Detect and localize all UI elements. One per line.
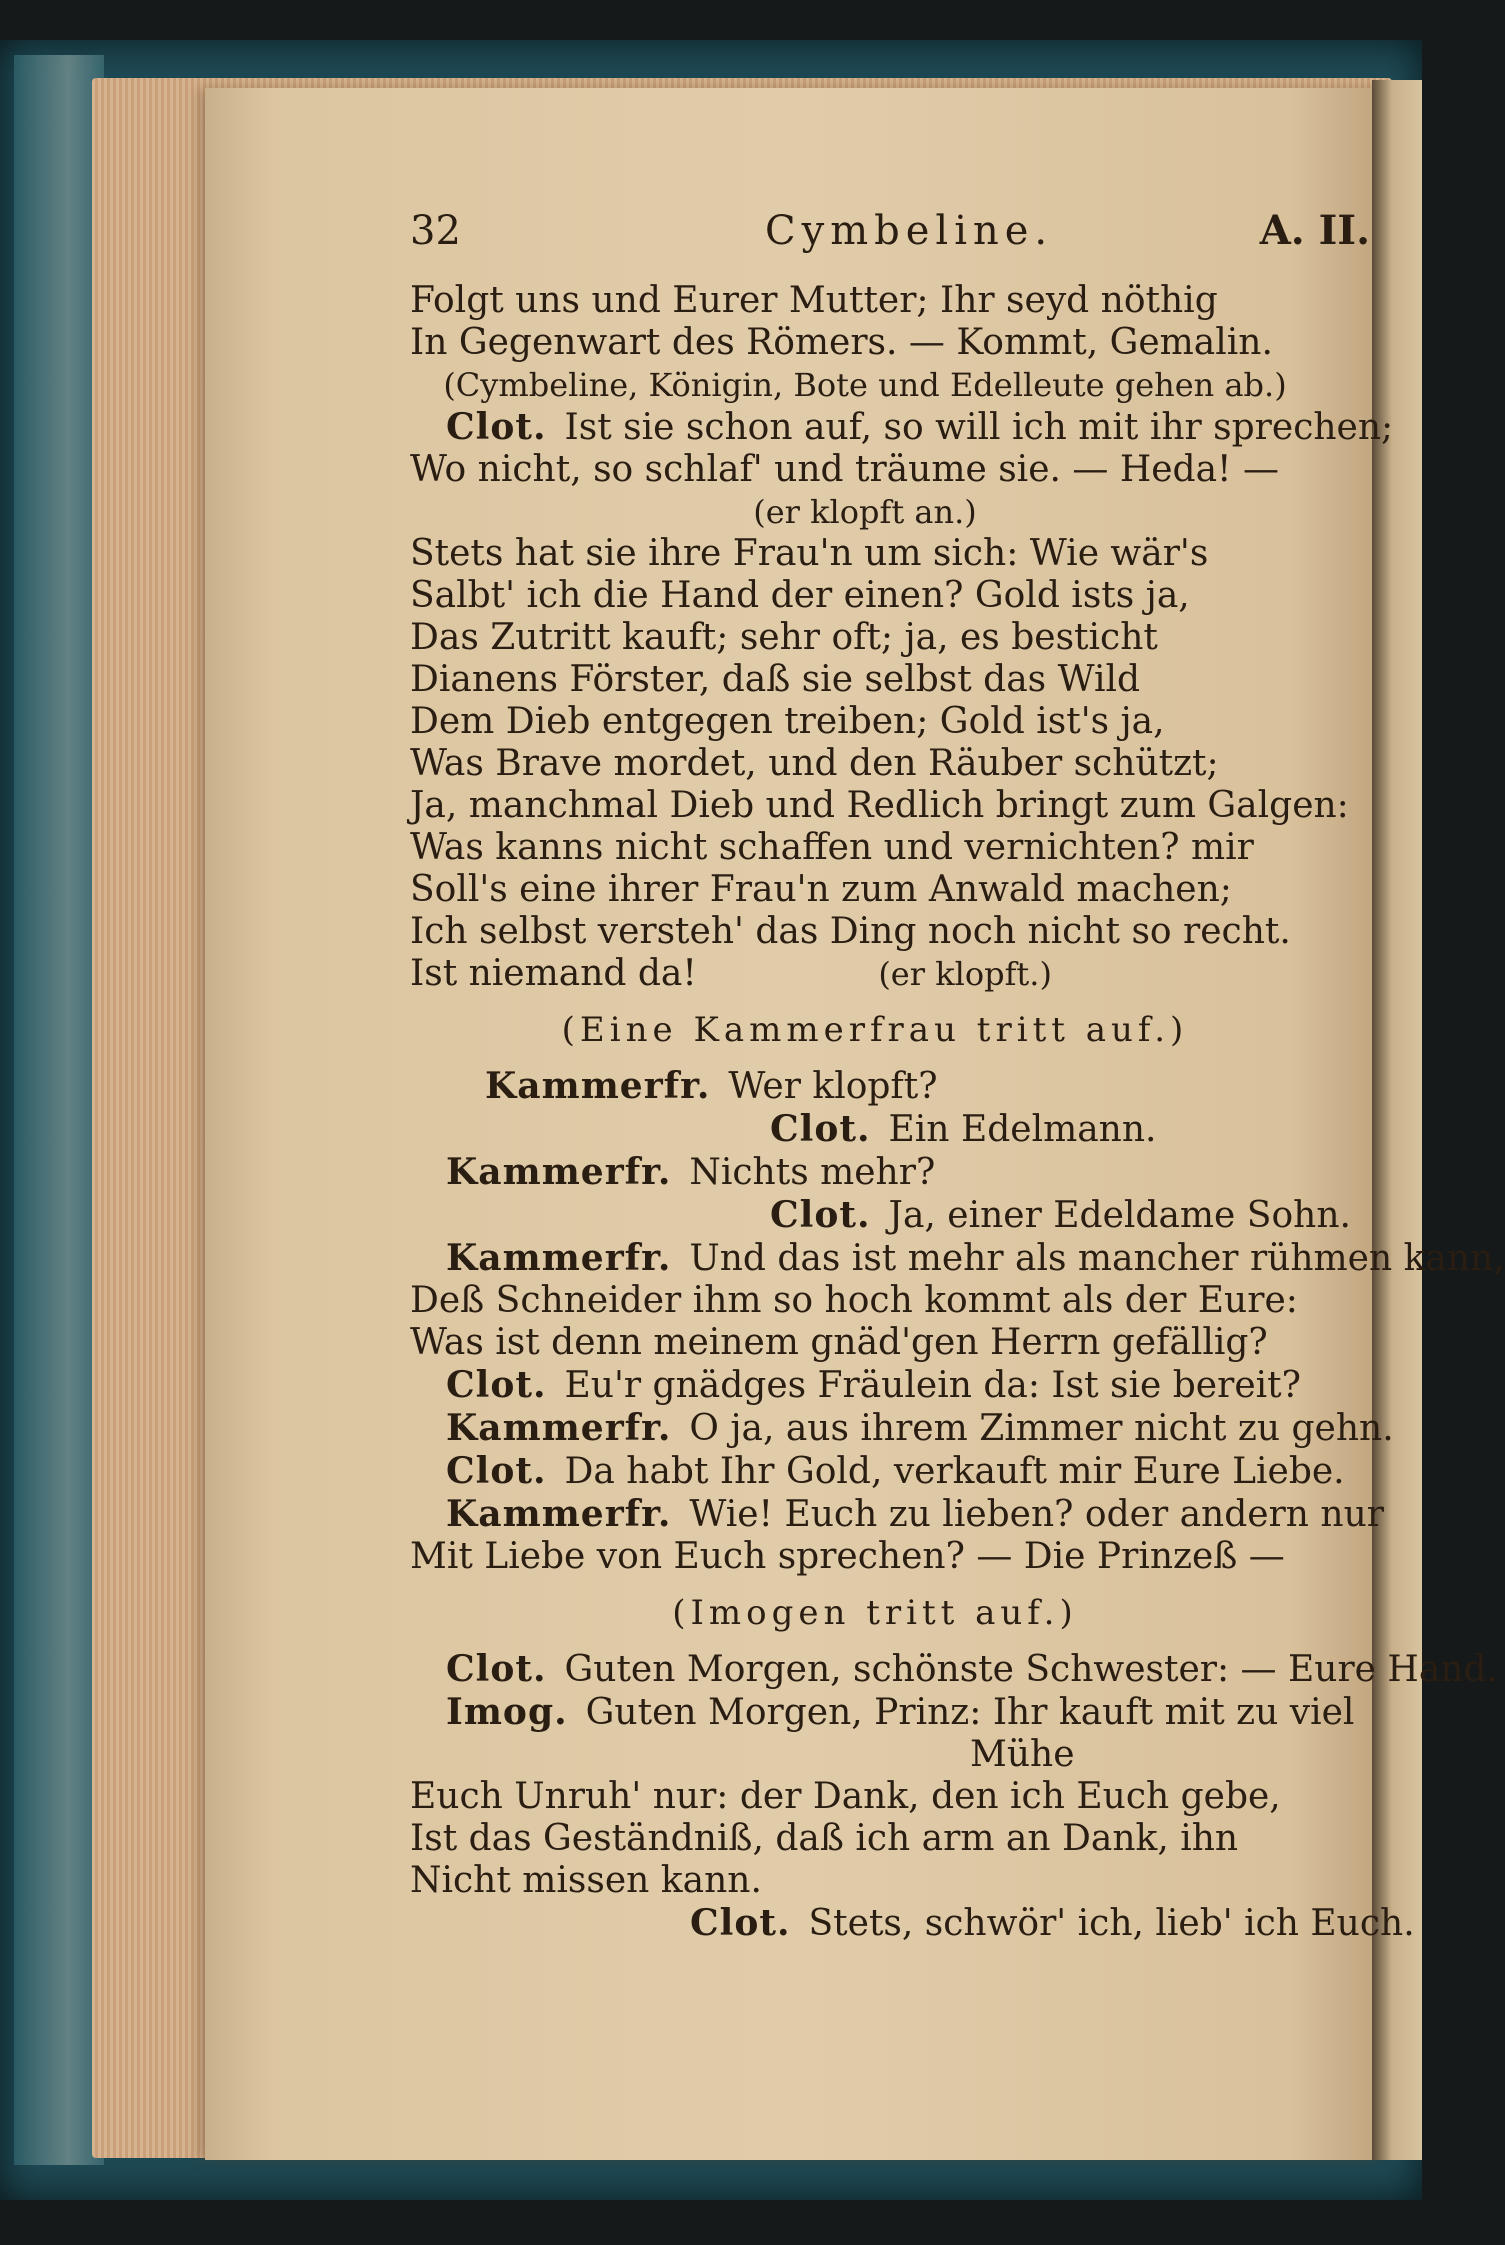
speech-text: Wie! Euch zu lieben? oder andern nur — [689, 1494, 1385, 1535]
speech-line — [410, 406, 1394, 449]
text-line: Salbt' ich die Hand der einen? Gold ists ja, — [410, 575, 1190, 616]
speaker-name: Clot. — [446, 1648, 547, 1690]
speaker-name: Clot. — [770, 1194, 871, 1236]
speech-text: Und das ist mehr als mancher rühmen kann, — [689, 1238, 1505, 1279]
speaker-name: Kammerfr. — [446, 1493, 672, 1535]
text-line: Wo nicht, so schlaf' und träume sie. — Heda! — — [410, 449, 1279, 490]
speech-line — [410, 1450, 1380, 1493]
speech-line — [410, 1493, 1385, 1536]
speech-text: Ja, einer Edeldame Sohn. — [888, 1195, 1351, 1236]
speech-text: Da habt Ihr Gold, verkauft mir Eure Liebe. — [564, 1451, 1345, 1492]
speaker-name: Clot. — [690, 1902, 791, 1944]
speaker-name: Imog. — [446, 1691, 568, 1733]
text-line: Deß Schneider ihm so hoch kommt als der Eure: — [410, 1280, 1298, 1321]
speech-text: Ein Edelmann. — [888, 1109, 1157, 1150]
running-head — [410, 207, 1380, 270]
speech-line — [410, 1065, 1380, 1108]
text-line: Das Zutritt kauft; sehr oft; ja, es besticht — [410, 617, 1158, 658]
speaker-name: Kammerfr. — [446, 1407, 672, 1449]
text-line: Ja, manchmal Dieb und Redlich bringt zum Galgen: — [410, 785, 1349, 826]
page-number: 32 — [410, 208, 461, 254]
speech-line — [410, 1648, 1498, 1691]
speech-text: Ist sie schon auf, so will ich mit ihr sprechen; — [564, 407, 1394, 448]
text-line-continuation: Mühe — [970, 1734, 1075, 1775]
speech-line — [410, 1151, 1380, 1194]
speech-line — [410, 1364, 1380, 1407]
stage-direction: (Eine Kammerfrau tritt auf.) — [561, 1010, 1189, 1050]
speaker-name: Kammerfr. — [446, 1237, 672, 1279]
speaker-name: Kammerfr. — [485, 1065, 711, 1107]
speech-line — [410, 1194, 1380, 1237]
speech-text: Guten Morgen, Prinz: Ihr kauft mit zu viel — [585, 1692, 1355, 1733]
text-line: Folgt uns und Eurer Mutter; Ihr seyd nöthig — [410, 280, 1218, 321]
speech-text: Wer klopft? — [728, 1066, 938, 1107]
speaker-name: Clot. — [446, 406, 547, 448]
speech-text: Ist niemand da! — [410, 953, 697, 994]
text-line: Mit Liebe von Euch sprechen? — Die Prinzeß — — [410, 1536, 1285, 1577]
text-line: Euch Unruh' nur: der Dank, den ich Euch gebe, — [410, 1776, 1281, 1817]
stage-direction-inline: (er klopft.) — [878, 955, 1052, 993]
text-line: Was Brave mordet, und den Räuber schützt; — [410, 743, 1219, 784]
speech-line — [410, 1108, 1380, 1151]
speaker-name: Clot. — [770, 1108, 871, 1150]
speech-text: Guten Morgen, schönste Schwester: — Eure Hand. — [564, 1649, 1498, 1690]
text-line: In Gegenwart des Römers. — Kommt, Gemalin. — [410, 322, 1273, 363]
running-title: Cymbeline. — [765, 208, 1054, 254]
speech-line — [410, 1902, 1415, 1945]
speech-text: Nichts mehr? — [689, 1152, 936, 1193]
speaker-name: Clot. — [446, 1450, 547, 1492]
text-line: Ist das Geständniß, daß ich arm an Dank, ihn — [410, 1818, 1239, 1859]
speech-line — [410, 1407, 1394, 1450]
speaker-name: Kammerfr. — [446, 1151, 672, 1193]
cover-edge — [14, 55, 104, 2165]
text-line: Stets hat sie ihre Frau'n um sich: Wie wär's — [410, 533, 1209, 574]
text-line — [410, 953, 1380, 995]
speech-line — [410, 1237, 1505, 1280]
speaker-name: Clot. — [446, 1364, 547, 1406]
stage-direction: (Cymbeline, Königin, Bote und Edelleute gehen ab.) — [443, 366, 1287, 404]
stage-direction: (er klopft an.) — [753, 493, 977, 531]
text-line: Was kanns nicht schaffen und vernichten? mir — [410, 827, 1254, 868]
speech-text: Eu'r gnädges Fräulein da: Ist sie bereit? — [564, 1365, 1301, 1406]
text-line: Was ist denn meinem gnäd'gen Herrn gefällig? — [410, 1322, 1268, 1363]
text-line: Dem Dieb entgegen treiben; Gold ist's ja, — [410, 701, 1165, 742]
speech-text: Stets, schwör' ich, lieb' ich Euch. — [808, 1903, 1415, 1944]
text-line: Dianens Förster, daß sie selbst das Wild — [410, 659, 1141, 700]
speech-text: O ja, aus ihrem Zimmer nicht zu gehn. — [689, 1408, 1394, 1449]
stage-direction: (Imogen tritt auf.) — [672, 1593, 1078, 1633]
text-line: Ich selbst versteh' das Ding noch nicht so recht. — [410, 911, 1291, 952]
text-line: Nicht missen kann. — [410, 1860, 762, 1901]
text-line: Soll's eine ihrer Frau'n zum Anwald machen; — [410, 869, 1232, 910]
act-mark: A. II. — [1259, 207, 1370, 254]
speech-line — [410, 1691, 1380, 1734]
page-content — [410, 207, 1505, 1945]
